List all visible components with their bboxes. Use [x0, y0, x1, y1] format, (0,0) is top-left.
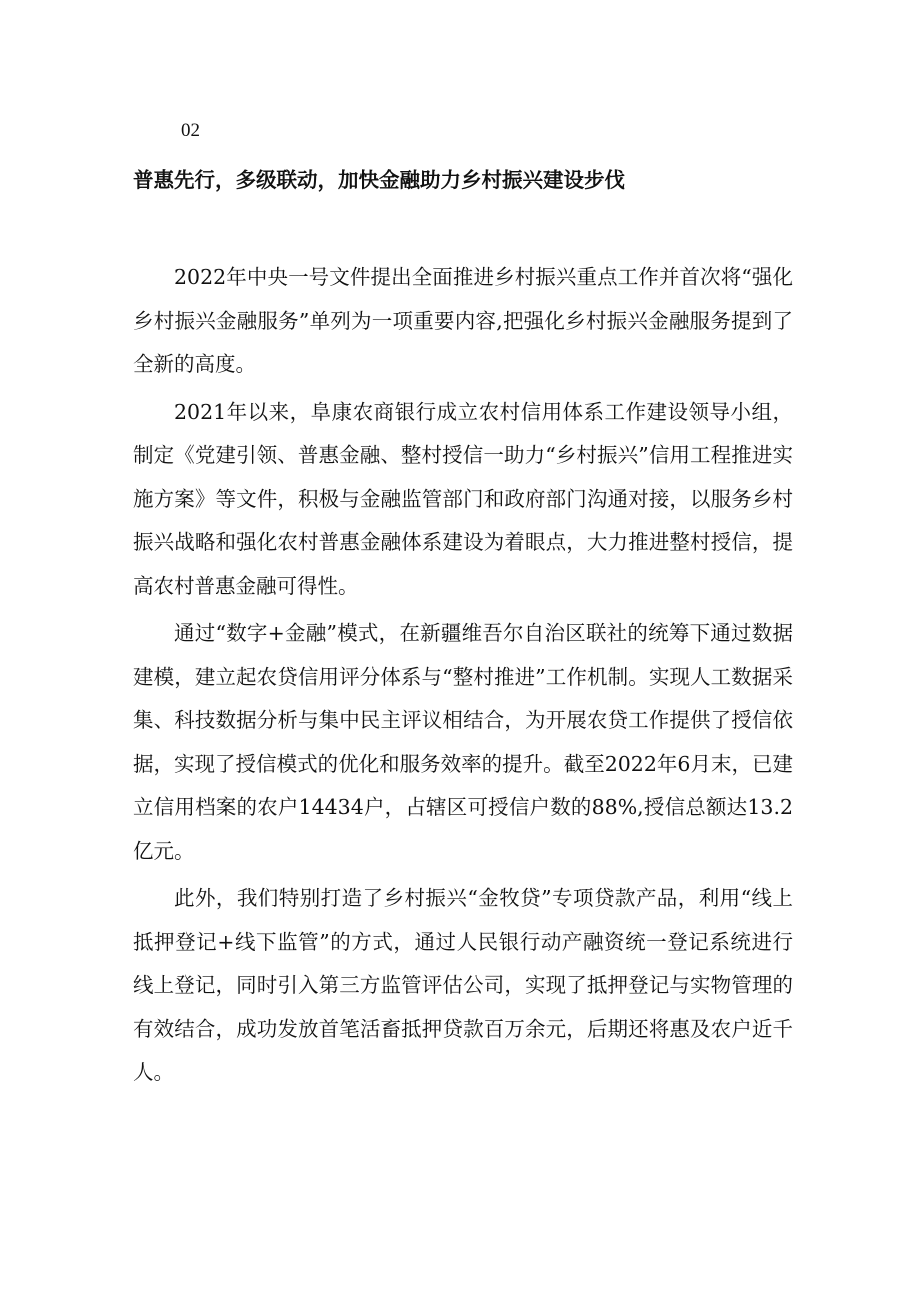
section-heading: 普惠先行，多级联动，加快金融助力乡村振兴建设步伐: [133, 168, 625, 192]
paragraph-jinmu-loan: 此外，我们特别打造了乡村振兴“金牧贷”专项贷款产品，利用“线上抵押登记+线下监管”的方式，通过人民银行动产融资统一登记系统进行线上登记，同时引入第三方监管评估公司，实现了抵押登记与实物管理的有效结合，成功发放首笔活畜抵押贷款百万余元，后期还将惠及农户近千人。: [133, 886, 793, 1084]
paragraph-policy: 2022年中央一号文件提出全面推进乡村振兴重点工作并首次将“强化乡村振兴金融服务”单列为一项重要内容,把强化乡村振兴金融服务提到了全新的高度。: [133, 265, 793, 376]
paragraph-digital-finance: 通过“数字+金融”模式，在新疆维吾尔自治区联社的统筹下通过数据建模，建立起农贷信用评分体系与“整村推进”工作机制。实现人工数据采集、科技数据分析与集中民主评议相结合，为开展农贷工作提供了授信依据，实现了授信模式的优化和服务效率的提升。截至2022年6月末，已建立信用档案的农户14434户，占辖区可授信户数的88%,授信总额达13.2亿元。: [133, 621, 793, 863]
section-number: 02: [181, 120, 200, 141]
paragraph-credit-system: 2021年以来，阜康农商银行成立农村信用体系工作建设领导小组，制定《党建引领、普惠金融、整村授信一助力“乡村振兴”信用工程推进实施方案》等文件，积极与金融监管部门和政府部门沟通对接，以服务乡村振兴战略和强化农村普惠金融体系建设为着眼点，大力推进整村授信，提高农村普惠金融可得性。: [133, 399, 793, 598]
body-text: [133, 256, 793, 1099]
